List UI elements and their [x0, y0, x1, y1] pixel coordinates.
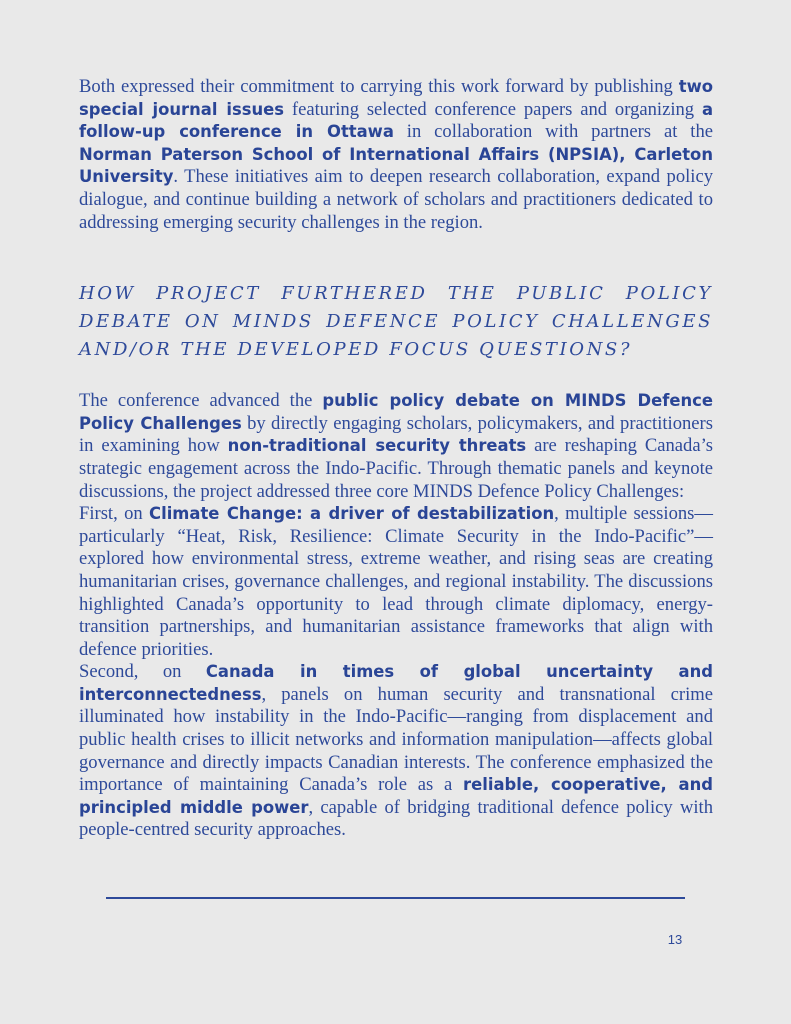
text-run: The conference advanced the — [79, 390, 323, 412]
text-run: are reshaping Canada’s strategic engagement across the Indo-Pacific. Through thematic panels and keynote discussions, the project addressed three core MINDS Defence Policy Challenges: — [79, 435, 713, 502]
page-number: 13 — [667, 932, 683, 947]
text-run: , multiple sessions—particularly “Heat, Risk, Resilience: Climate Security in the Indo-Pacific”—explored how environmental stress, extreme weather, and rising seas are creating humanitarian crises, governance challenges, and regional instability. The discussions highlighted Canada’s opportunity to lead through climate diplomacy, energy-transition partnerships, and humanitarian assistance frameworks that align with defence priorities. — [79, 503, 713, 660]
paragraph-follow-up — [79, 76, 713, 234]
text-run: , capable of bridging traditional defence policy with people-centred security approaches. — [79, 796, 713, 841]
bold-phrase: reliable, cooperative, and principled middle power — [79, 775, 713, 817]
paragraph-global-uncertainty — [79, 661, 713, 842]
text-run: Both expressed their commitment to carrying this work forward by publishing — [79, 76, 679, 97]
text-run: featuring selected conference papers and organizing — [284, 98, 702, 120]
paragraph-policy-debate — [79, 390, 713, 503]
bold-phrase: a follow-up conference in Ottawa — [79, 99, 713, 142]
footer-divider — [106, 897, 685, 899]
bold-phrase: two special journal issues — [79, 77, 713, 119]
text-run: by directly engaging scholars, policymakers, and practitioners in examining how — [79, 412, 713, 457]
bold-phrase: Norman Paterson School of International Affairs (NPSIA), Carleton University — [79, 144, 713, 187]
bold-phrase: Climate Change: a driver of destabilization — [149, 504, 555, 524]
text-run: First, on — [79, 503, 150, 525]
text-run: . These initiatives aim to deepen research collaboration, expand policy dialogue, and continue building a network of scholars and practitioners dedicated to addressing emerging security challenges in the region. — [79, 166, 713, 233]
text-run: , panels on human security and transnational crime illuminated how instability in the Indo-Pacific—ranging from displacement and public health crises to illicit networks and information manipulation—affects global governance and directly impacts Canadian interests. The conference emphasized the importance of maintaining Canada’s role as a — [79, 683, 713, 796]
bold-phrase: non-traditional security threats — [227, 436, 527, 456]
page-content — [79, 76, 713, 842]
bold-phrase: public policy debate on MINDS Defence Policy Challenges — [79, 391, 713, 433]
text-run: Second, on — [79, 661, 206, 683]
text-run: in collaboration with partners at the — [393, 121, 713, 143]
bold-phrase: Canada in times of global uncertainty and interconnectedness — [79, 662, 714, 704]
section-heading: HOW PROJECT FURTHERED THE PUBLIC POLICY DEBATE ON MINDS DEFENCE POLICY CHALLENGES AND/OR THE DEVELOPED FOCUS QUESTIONS? — [79, 283, 713, 361]
paragraph-climate-change — [79, 503, 713, 661]
